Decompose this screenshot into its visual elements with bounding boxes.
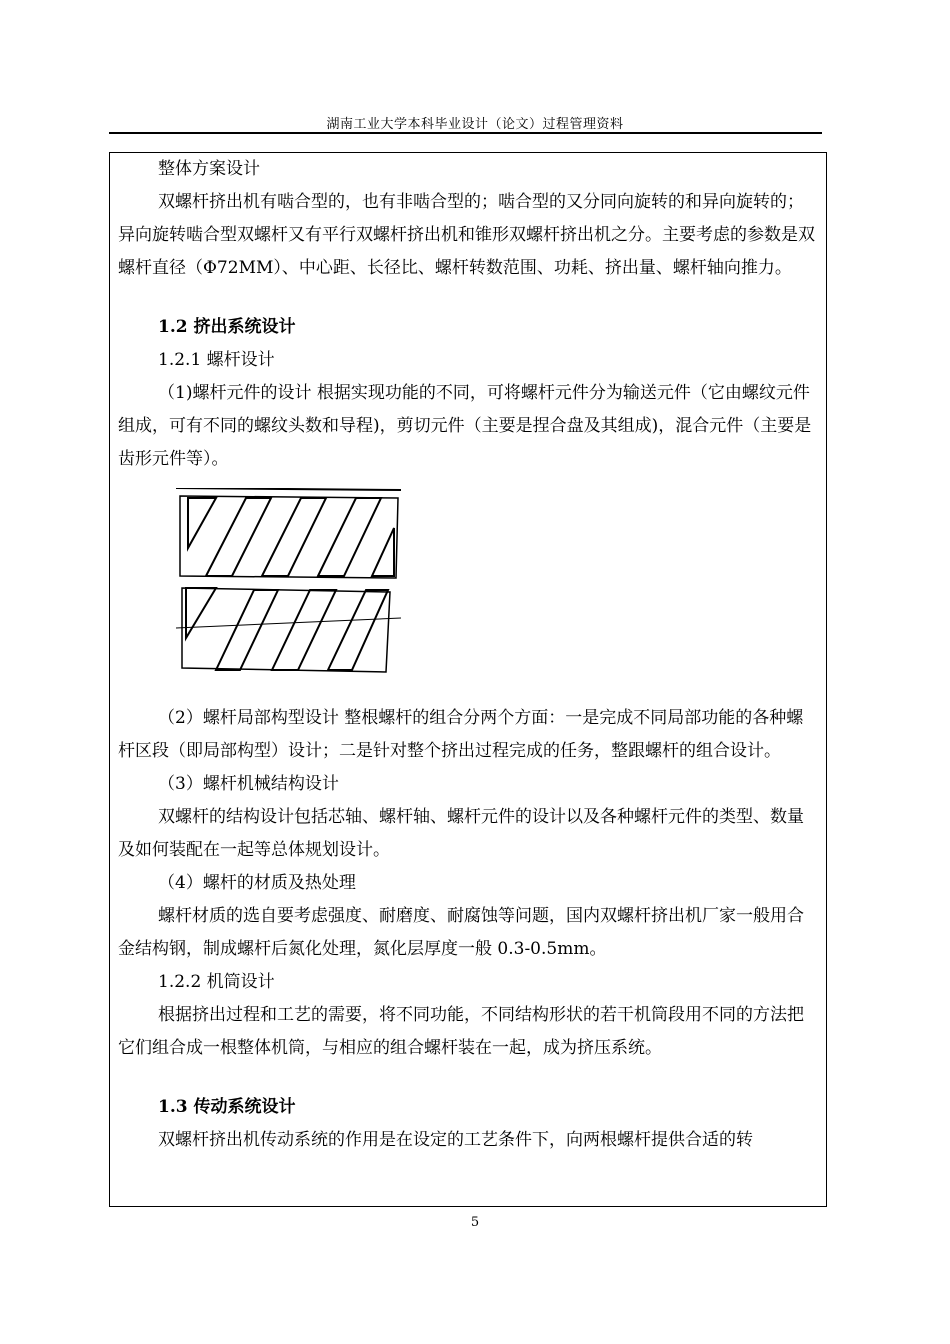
paragraph-material: 螺杆材质的选自要考虑强度、耐磨度、耐腐蚀等问题，国内双螺杆挤出机厂家一般用合金结构钢，制成螺杆后氮化处理，氮化层厚度一般 0.3-0.5mm。 bbox=[118, 906, 804, 959]
lower-flight-2 bbox=[216, 590, 278, 670]
lower-screw-outline bbox=[182, 588, 390, 672]
lower-flight-1 bbox=[186, 588, 216, 638]
upper-flight-4 bbox=[318, 498, 381, 576]
paragraph-local-config: （2）螺杆局部构型设计 整根螺杆的组合分两个方面：一是完成不同局部功能的各种螺杆区段（即局部构型）设计；二是针对整个挤出过程完成的任务，整跟螺杆的组合设计。 bbox=[118, 708, 804, 761]
heading-1-2-2: 1.2.2 机筒设计 bbox=[158, 972, 275, 992]
paragraph-transmission: 双螺杆挤出机传动系统的作用是在设定的工艺条件下，向两根螺杆提供合适的转 bbox=[158, 1130, 753, 1150]
content bbox=[118, 153, 820, 1157]
upper-flight-3 bbox=[262, 498, 326, 576]
lower-flight-4 bbox=[328, 590, 388, 670]
content-frame bbox=[109, 152, 827, 1207]
heading-1-3: 1.3 传动系统设计 bbox=[158, 1097, 296, 1117]
heading-1-2-1: 1.2.1 螺杆设计 bbox=[158, 350, 275, 370]
paragraph-barrel: 根据挤出过程和工艺的需要，将不同功能，不同结构形状的若干机筒段用不同的方法把它们组合成一根整体机筒，与相应的组合螺杆装在一起，成为挤压系统。 bbox=[118, 1005, 804, 1058]
upper-flight-5 bbox=[372, 528, 394, 576]
item-material: （4）螺杆的材质及热处理 bbox=[158, 873, 356, 893]
paragraph-screw-elements: （1)螺杆元件的设计 根据实现功能的不同，可将螺杆元件分为输送元件（它由螺纹元件组成，可有不同的螺纹头数和导程)，剪切元件（主要是捏合盘及其组成)，混合元件（主要是齿形元件等）。 bbox=[118, 383, 812, 469]
section-title: 整体方案设计 bbox=[158, 159, 260, 179]
spacer bbox=[118, 1065, 820, 1091]
paragraph-structure: 双螺杆的结构设计包括芯轴、螺杆轴、螺杆元件的设计以及各种螺杆元件的类型、数量及如何装配在一起等总体规划设计。 bbox=[118, 807, 804, 860]
intro-paragraph: 双螺杆挤出机有啮合型的，也有非啮合型的；啮合型的又分同向旋转的和异向旋转的；异向旋转啮合型双螺杆又有平行双螺杆挤出机和锥形双螺杆挤出机之分。主要考虑的参数是双螺杆直径（Φ72MM）、中心距、长径比、螺杆转数范围、功耗、挤出量、螺杆轴向推力。 bbox=[118, 192, 815, 278]
header-rule bbox=[109, 132, 822, 134]
page-number: 5 bbox=[470, 1215, 480, 1230]
heading-1-2: 1.2 挤出系统设计 bbox=[158, 317, 296, 337]
twin-screw-figure bbox=[118, 476, 820, 702]
center-line bbox=[176, 618, 401, 628]
page-header: 湖南工业大学本科毕业设计（论文）过程管理资料 bbox=[326, 117, 624, 132]
lower-flight-3 bbox=[272, 590, 336, 670]
upper-flight-2 bbox=[206, 498, 271, 576]
twin-screw-drawing bbox=[176, 488, 406, 678]
spacer bbox=[118, 285, 820, 311]
upper-screw-outline bbox=[180, 496, 398, 578]
upper-screw-top-edge bbox=[176, 488, 401, 490]
upper-flight-1 bbox=[188, 498, 216, 548]
item-mechanical-structure: （3）螺杆机械结构设计 bbox=[158, 774, 339, 794]
